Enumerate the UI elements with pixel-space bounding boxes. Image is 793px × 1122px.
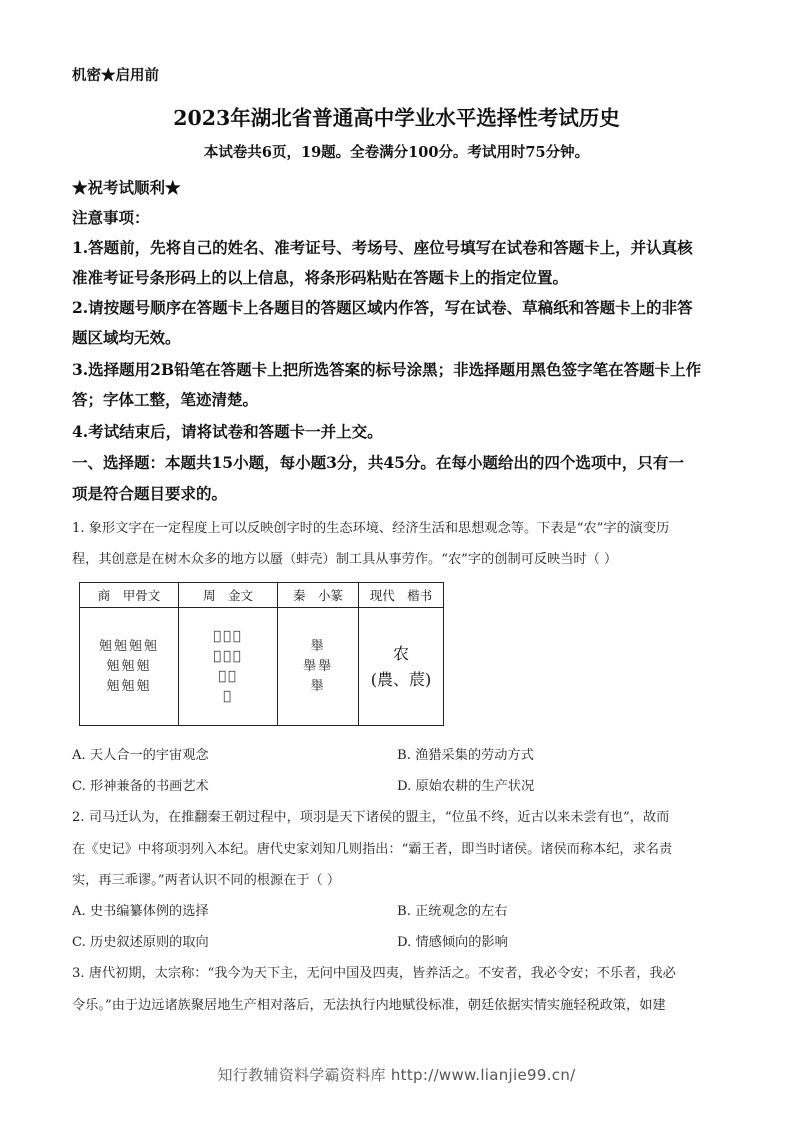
notes-line: 3.选择题用2B铅笔在答题卡上把所选答案的标号涂黑；非选择题用黑色签字笔在答题卡上作 [72, 360, 702, 379]
option-a: A. 天人合一的宇宙观念 [72, 748, 209, 763]
question-2-text: 在《史记》中将项羽列入本纪。唐代史家刘知几则指出：“霸王者，即当时诸侯。诸侯而称本纪，求名责 [72, 842, 673, 857]
section-heading: 一、选择题：本题共15小题，每小题3分，共45分。在每小题给出的四个选项中，只有一 [72, 453, 684, 472]
character-evolution-table [79, 582, 444, 726]
section-heading: 项是符合题目要求的。 [72, 484, 228, 503]
small-seal-glyphs: 𦦙 𦦙𦦙 𦦙 [278, 608, 359, 726]
modern-char: 农 [392, 643, 409, 663]
notes-heading: 注意事项： [72, 208, 150, 227]
table-header-seal: 秦 小篆 [278, 583, 359, 608]
option-c: C. 历史叙述原则的取向 [72, 935, 209, 950]
option-a: A. 史书编纂体例的选择 [72, 904, 209, 919]
notes-line: 题区域均无效。 [72, 328, 181, 347]
table-header-bronze: 周 金文 [179, 583, 278, 608]
notes-line: 1.答题前，先将自己的姓名、准考证号、考场号、座位号填写在试卷和答题卡上，并认真核 [72, 238, 693, 257]
modern-variants: (農、莀) [370, 669, 432, 689]
option-d: D. 情感倾向的影响 [397, 935, 508, 950]
notes-line: 4.考试结束后，请将试卷和答题卡一并上交。 [72, 422, 383, 441]
option-b: B. 正统观念的左右 [397, 904, 508, 919]
option-b: B. 渔猎采集的劳动方式 [397, 748, 534, 763]
footer-watermark: 知行教辅资料学霸资料库 http://www.lianjie99.cn/ [217, 1066, 576, 1084]
question-3-text: 令乐。”由于边远诸族聚居地生产相对落后，无法执行内地赋役标准，朝廷依据实情实施轻税政策，如建 [72, 998, 666, 1013]
exam-subtitle: 本试卷共6页，19题。全卷满分100分。考试用时75分钟。 [203, 144, 590, 161]
notes-line: 2.请按题号顺序在答题卡上各题目的答题区域内作答，写在试卷、草稿纸和答题卡上的非答 [72, 298, 693, 317]
oracle-bone-glyphs: 𣆶𣆶𣆶𣆶 𣆶𣆶𣆶 𣆶𣆶𣆶 [80, 608, 179, 726]
option-d: D. 原始农耕的生产状况 [397, 779, 535, 794]
option-c: C. 形神兼备的书画艺术 [72, 779, 209, 794]
question-3-text: 3. 唐代初期，太宗称：“我今为天下主，无问中国及四夷，皆养活之。不安者，我必令安；不乐者，我必 [72, 966, 676, 981]
notes-line: 答；字体工整，笔迹清楚。 [72, 390, 259, 409]
question-2-text: 实，再三乖谬。”两者认识不同的根源在于（ ） [72, 873, 341, 888]
question-2-text: 2. 司马迁认为，在推翻秦王朝过程中，项羽是天下诸侯的盟主，“位虽不终，近古以来未尝有也”，故而 [72, 810, 670, 825]
question-1-text: 1. 象形文字在一定程度上可以反映创字时的生态环境、经济生活和思想观念等。下表是“农”字的演变历 [72, 521, 670, 536]
notes-line: 准准考证号条形码上的以上信息，将条形码粘贴在答题卡上的指定位置。 [72, 268, 569, 287]
question-1-text: 程，其创意是在树木众多的地方以蜃（蚌壳）制工具从事劳作。“农”字的创制可反映当时（ ） [72, 552, 618, 567]
good-luck-line: ★祝考试顺利★ [72, 178, 181, 197]
modern-regular-script [359, 608, 444, 726]
bronze-glyphs: 𤰧𤰧𤰧 𤰧𤰧𤰧 𤰧𤰧 𤰧 [179, 608, 278, 726]
confidential-label: 机密★启用前 [72, 67, 159, 84]
exam-title: 2023年湖北省普通高中学业水平选择性考试历史 [173, 106, 620, 130]
table-header-regular: 现代 楷书 [359, 583, 444, 608]
table-header-oracle: 商 甲骨文 [80, 583, 179, 608]
